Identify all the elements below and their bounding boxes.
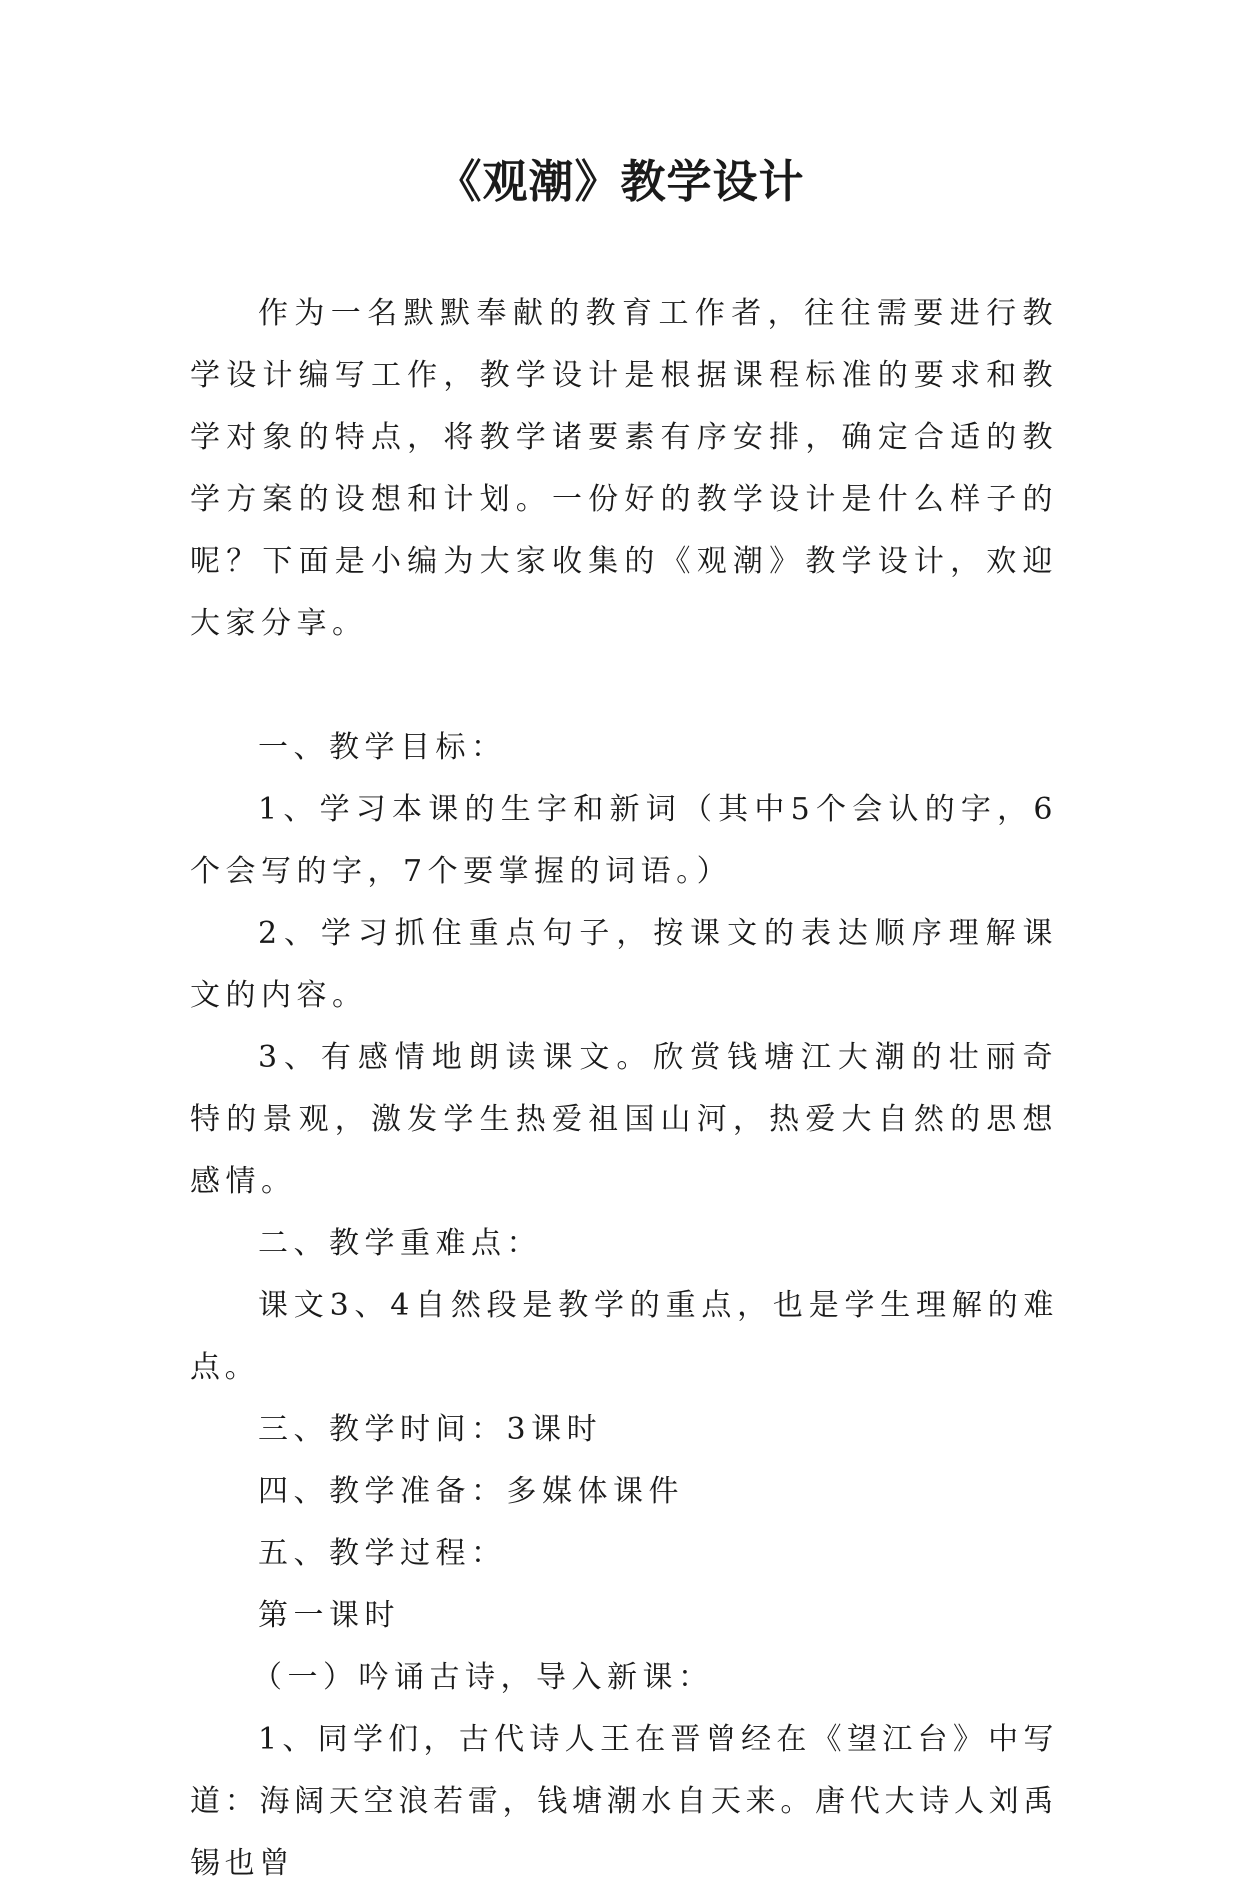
objective-item-3: 3、有感情地朗读课文。欣赏钱塘江大潮的壮丽奇特的景观，激发学生热爱祖国山河，热爱大自然的思想感情。 <box>190 1040 1058 1199</box>
step-item-1: 1、同学们，古代诗人王在晋曾经在《望江台》中写道：海阔天空浪若雷，钱塘潮水自天来。唐代大诗人刘禹锡也曾 <box>190 1722 1058 1881</box>
document-title: 《观潮》教学设计 <box>436 155 805 208</box>
section-heading-process: 五、教学过程： <box>258 1536 507 1571</box>
section-heading-preparation: 四、教学准备：多媒体课件 <box>258 1474 684 1509</box>
section-heading-key-points: 二、教学重难点： <box>258 1226 542 1261</box>
objective-item-1: 1、学习本课的生字和新词（其中5个会认的字，6个会写的字，7个要掌握的词语。） <box>190 792 1058 889</box>
section-heading-time: 三、教学时间：3课时 <box>258 1412 603 1447</box>
lesson-heading-first: 第一课时 <box>258 1598 400 1633</box>
step-heading-poem: （一）吟诵古诗，导入新课： <box>252 1660 714 1695</box>
section-heading-objectives: 一、教学目标： <box>258 730 507 765</box>
objective-item-2: 2、学习抓住重点句子，按课文的表达顺序理解课文的内容。 <box>190 916 1058 1013</box>
key-points-text: 课文3、4自然段是教学的重点，也是学生理解的难点。 <box>190 1288 1058 1385</box>
document-body <box>190 283 1058 1895</box>
intro-paragraph: 作为一名默默奉献的教育工作者，往往需要进行教学设计编写工作，教学设计是根据课程标准的要求和教学对象的特点，将教学诸要素有序安排，确定合适的教学方案的设想和计划。一份好的教学设计是什么样子的呢？下面是小编为大家收集的《观潮》教学设计，欢迎大家分享。 <box>190 296 1058 641</box>
